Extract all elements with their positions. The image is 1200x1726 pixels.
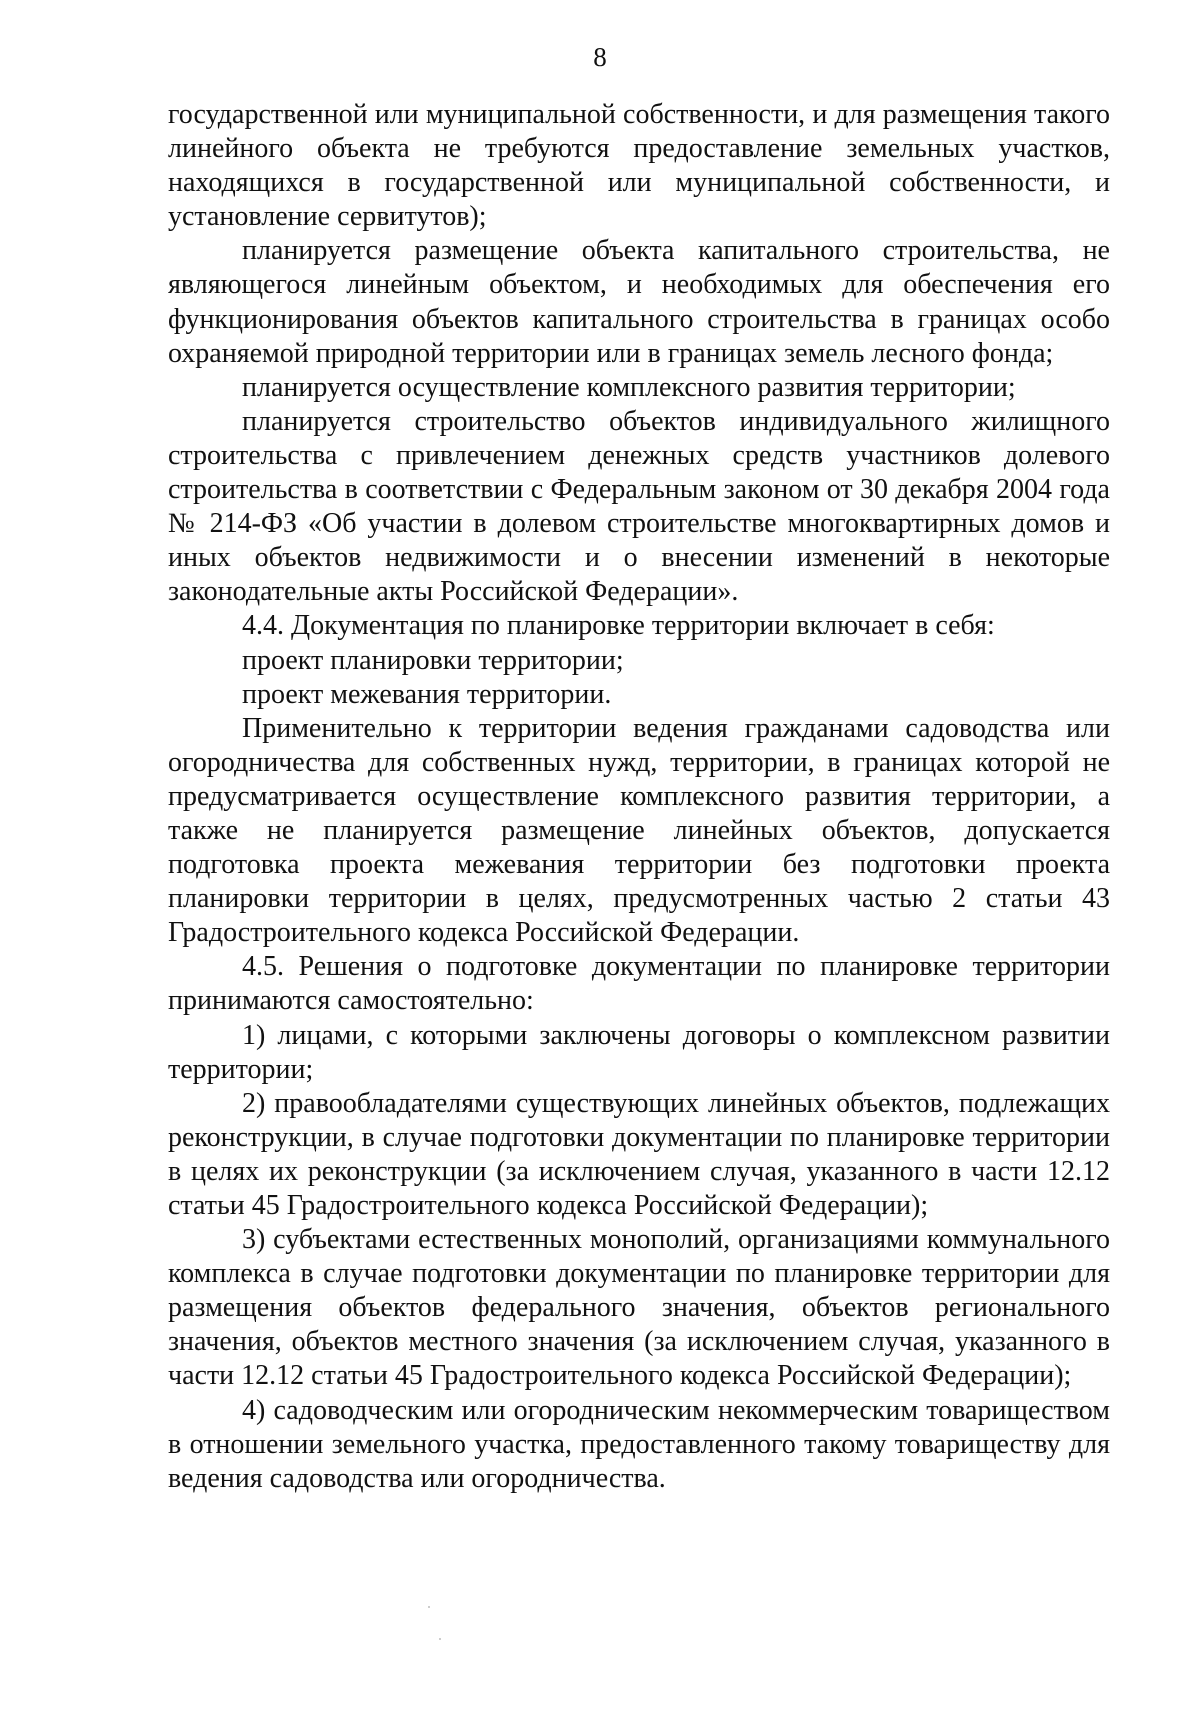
paragraph-section-4-5: 4.5. Решения о подготовке документации по планировке территории принимаются самостоятельно: (168, 951, 1110, 1017)
scan-speck (428, 1606, 430, 1608)
paragraph-planning-project: проект планировки территории; (242, 644, 624, 676)
list-item-3: 3) субъектами естественных монополий, организациями коммунального комплекса в случае подготовки документации по планировке территории для размещения объектов федерального значения, объектов регионального значения, объектов местного значения (за исключением случая, указанного в части 12.12 статьи 45 Градостроительного кодекса Российской Федерации); (168, 1224, 1110, 1392)
paragraph-section-4-4: 4.4. Документация по планировке территории включает в себя: (242, 610, 995, 642)
paragraph-continuation: государственной или муниципальной собственности, и для размещения такого линейного объекта не требуются предоставление земельных участков, находящихся в государственной или муниципальной собственности, и установление сервитутов); (168, 99, 1110, 233)
scan-speck (439, 1638, 441, 1640)
list-item-2: 2) правообладателями существующих линейных объектов, подлежащих реконструкции, в случае подготовки документации по планировке территории в целях их реконструкции (за исключением случая, указанного в части 12.12 статьи 45 Градостроительного кодекса Российской Федерации); (168, 1087, 1110, 1221)
page-number: 8 (593, 42, 607, 72)
paragraph-gardening-territory: Применительно к территории ведения гражданами садоводства или огородничества для собственных нужд, территории, в границах которой не предусматривается осуществление комплексного развития территории, а также не планируется размещение линейных объектов, допускается подготовка проекта межевания территории без подготовки проекта планировки территории в целях, предусмотренных частью 2 статьи 43 Градостроительного кодекса Российской Федерации. (168, 712, 1110, 949)
document-body (168, 98, 1110, 1496)
list-item-4: 4) садоводческим или огородническим некоммерческим товариществом в отношении земельного участка, предоставленного такому товариществу для ведения садоводства или огородничества. (168, 1394, 1110, 1494)
paragraph-surveying-project: проект межевания территории. (242, 678, 612, 710)
paragraph-capital-construction: планируется размещение объекта капитального строительства, не являющегося линейным объектом, и необходимых для обеспечения его функционирования объектов капитального строительства в границах особо охраняемой природной территории или в границах земель лесного фонда; (168, 235, 1110, 369)
list-item-1: 1) лицами, с которыми заключены договоры о комплексном развитии территории; (168, 1019, 1110, 1085)
paragraph-complex-development: планируется осуществление комплексного развития территории; (242, 371, 1016, 403)
paragraph-individual-housing: планируется строительство объектов индивидуального жилищного строительства с привлечением денежных средств участников долевого строительства в соответствии с Федеральным законом от 30 декабря 2004 года № 214-ФЗ «Об участии в долевом строительстве многоквартирных домов и иных объектов недвижимости и о внесении изменений в некоторые законодательные акты Российской Федерации». (168, 405, 1110, 608)
